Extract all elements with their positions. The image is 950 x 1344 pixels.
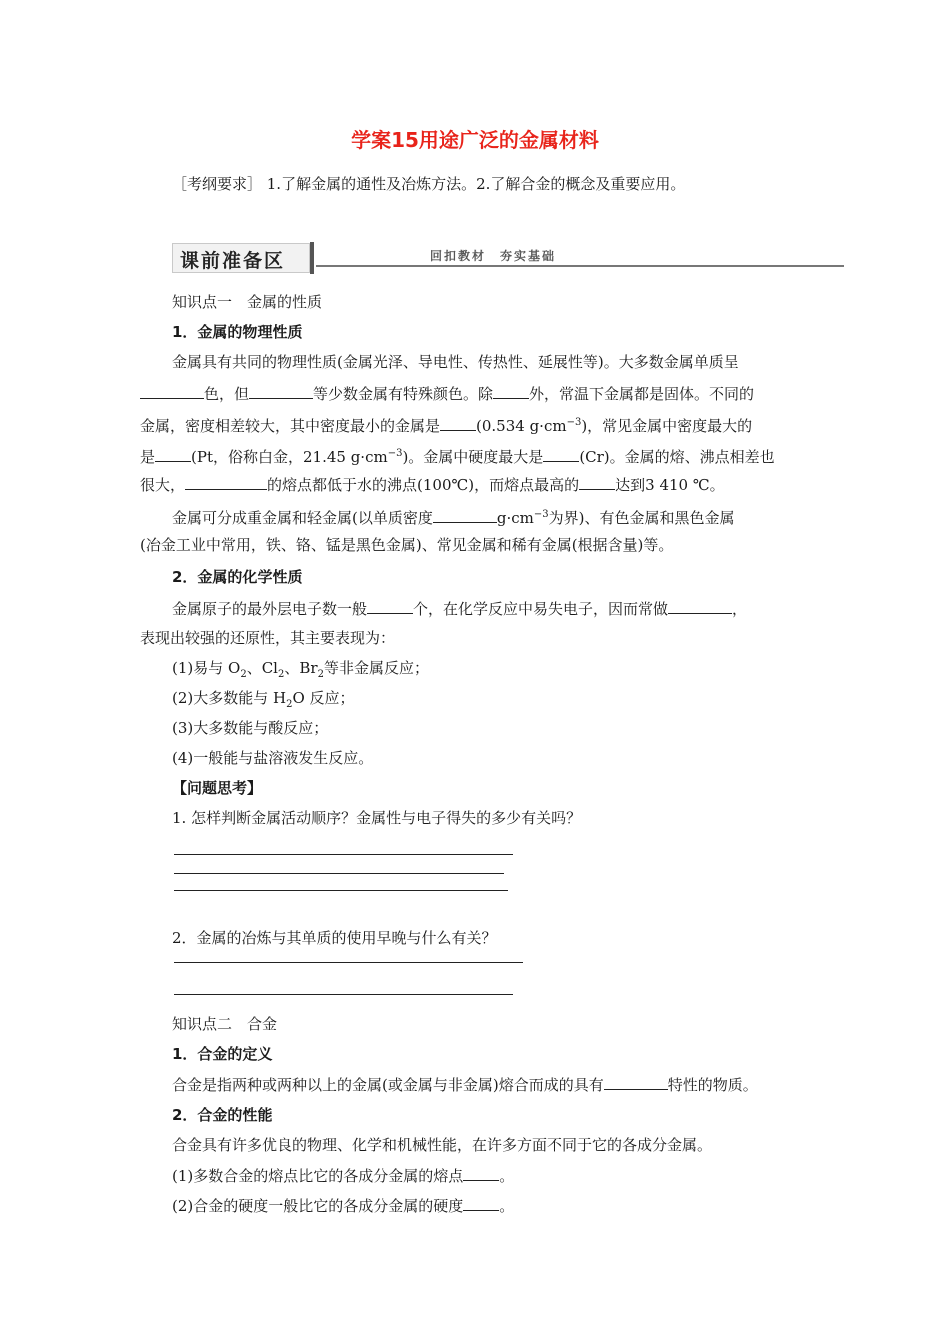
- alloy-properties-title: 2．合金的性能: [172, 1106, 273, 1124]
- answer-line[interactable]: [174, 962, 523, 963]
- section-banner-subtitle: 回扣教材 夯实基础: [430, 249, 557, 263]
- banner-divider: [310, 242, 314, 274]
- metal-classification-line: 金属可分成重金属和轻金属(以单质密度 $g\cdot cm^{-3}$为界)、有色金属和黑色金属: [172, 509, 735, 527]
- exam-requirements: ［考纲要求］ 1.了解金属的通性及冶炼方法。2.了解合金的概念及重要应用。: [172, 175, 686, 193]
- answer-blank[interactable]: [185, 474, 267, 490]
- physical-properties-line: 金属，密度相差较大，其中密度最小的金属是 (0.534 $g\cdot cm^{-3}$)，常见金属中密度最大的: [140, 417, 753, 435]
- answer-blank[interactable]: [463, 1195, 499, 1211]
- answer-blank[interactable]: [433, 507, 497, 523]
- answer-blank[interactable]: [493, 383, 529, 399]
- answer-blank[interactable]: [579, 474, 615, 490]
- answer-blank[interactable]: [367, 598, 413, 614]
- answer-line[interactable]: [174, 873, 504, 874]
- answer-blank[interactable]: [463, 1165, 499, 1181]
- answer-blank[interactable]: [543, 446, 579, 462]
- question-2: 2．金属的冶炼与其单质的使用早晚与什么有关？: [172, 929, 497, 947]
- answer-blank[interactable]: [155, 446, 191, 462]
- alloy-properties-intro: 合金具有许多优良的物理、化学和机械性能，在许多方面不同于它的各成分金属。: [172, 1136, 713, 1154]
- physical-properties-line: 金属具有共同的物理性质(金属光泽、导电性、传热性、延展性等)。大多数金属单质呈: [172, 353, 739, 371]
- physical-properties-line: 色，但 等少数金属有特殊颜色。除 外，常温下金属都是固体。不同的: [140, 383, 754, 404]
- chemical-properties-title: 2．金属的化学性质: [172, 568, 303, 586]
- answer-line[interactable]: [174, 994, 513, 995]
- chemical-properties-line: 表现出较强的还原性，其主要表现为：: [140, 629, 396, 647]
- chemical-properties-line: 金属原子的最外层电子数一般 个，在化学反应中易失电子，因而常做 ，: [172, 600, 748, 618]
- answer-line[interactable]: [174, 890, 508, 891]
- metal-classification-line: (冶金工业中常用，铁、铬、锰是黑色金属)、常见金属和稀有金属(根据含量)等。: [140, 536, 674, 554]
- physical-properties-line: 是 (Pt，俗称白金，21.45 $g\cdot cm^{-3}$)。金属中硬度最大是 (Cr)。金属的熔、沸点相差也: [140, 448, 775, 466]
- answer-blank[interactable]: [140, 383, 204, 399]
- question-1: 1. 怎样判断金属活动顺序？金属性与电子得失的多少有关吗？: [172, 809, 582, 827]
- physical-properties-line: 很大， 的熔点都低于水的沸点(100℃)，而熔点最高的 达到3 410 ℃。: [140, 476, 725, 494]
- page-title: 学案15用途广泛的金属材料: [351, 128, 599, 152]
- reaction-item: (1)易与 $O_2$、$Cl_2$、$Br_2$等非金属反应；: [172, 659, 429, 680]
- answer-blank[interactable]: [668, 598, 732, 614]
- knowledge-point-2-heading: 知识点二 合金: [172, 1015, 278, 1033]
- physical-properties-title: 1．金属的物理性质: [172, 323, 303, 341]
- alloy-definition-text: 合金是指两种或两种以上的金属(或金属与非金属)熔合而成的具有 特性的物质。: [172, 1076, 758, 1094]
- answer-line[interactable]: [174, 854, 513, 855]
- alloy-property-item: (2)合金的硬度一般比它的各成分金属的硬度 。: [172, 1197, 515, 1215]
- answer-blank[interactable]: [604, 1074, 668, 1090]
- knowledge-point-1-heading: 知识点一 金属的性质: [172, 293, 323, 311]
- alloy-property-item: (1)多数合金的熔点比它的各成分金属的熔点 。: [172, 1167, 515, 1185]
- reaction-item: (2)大多数能与 $H_2O$ 反应；: [172, 689, 355, 710]
- answer-blank[interactable]: [249, 383, 313, 399]
- banner-rule: [316, 265, 844, 267]
- section-banner-label: 课前准备区: [180, 250, 286, 272]
- reaction-item: (4)一般能与盐溶液发生反应。: [172, 749, 374, 767]
- questions-heading: 【问题思考】: [172, 779, 263, 797]
- reaction-item: (3)大多数能与酸反应；: [172, 719, 329, 737]
- answer-blank[interactable]: [440, 415, 476, 431]
- alloy-definition-title: 1．合金的定义: [172, 1045, 273, 1063]
